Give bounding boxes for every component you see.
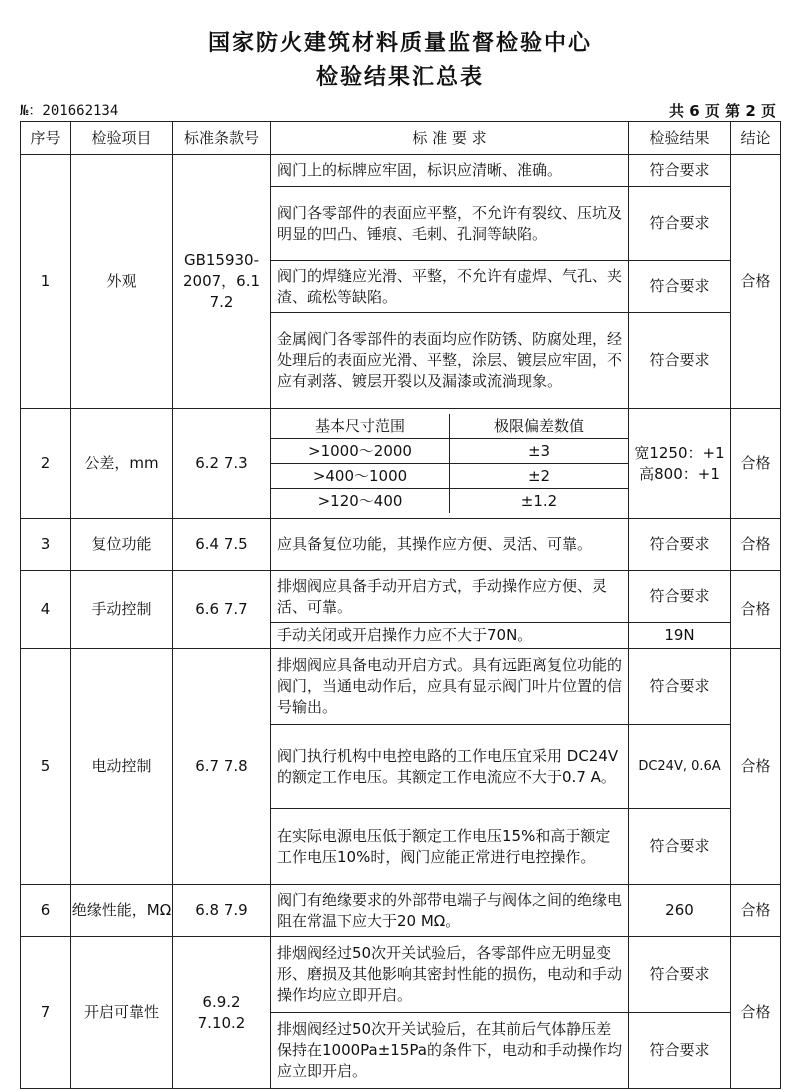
result-line-height: 高800：+1 [639,464,720,483]
col-header-no: 序号 [21,122,71,155]
table-row [21,571,781,623]
results-table [20,121,781,1089]
item-no: 2 [21,409,71,519]
result: 符合要求 [629,1013,731,1089]
item-name: 外观 [71,155,173,409]
requirement: 应具备复位功能，其操作应方便、灵活、可靠。 [271,519,629,571]
table-row [21,937,781,1013]
result: 符合要求 [629,261,731,313]
item-clause: 6.2 7.3 [173,409,271,519]
requirement: 排烟阀应具备电动开启方式。具有远距离复位功能的阀门，当通电动作后，应具有显示阀门叶片位置的信号输出。 [271,649,629,725]
item-clause: 6.8 7.9 [173,885,271,937]
requirement: 阀门上的标牌应牢固，标识应清晰、准确。 [271,155,629,187]
table-title: 检验结果汇总表 [315,65,484,90]
item-name: 电动控制 [71,649,173,885]
item-name: 绝缘性能，MΩ [71,885,173,937]
table-row [21,885,781,937]
result: 符合要求 [629,313,731,409]
conclusion: 合格 [731,937,781,1089]
requirement: 在实际电源电压低于额定工作电压15%和高于额定工作电压10%时，阀门应能正常进行电控操作。 [271,809,629,885]
result: DC24V, 0.6A [629,725,731,809]
requirement: 阀门有绝缘要求的外部带电端子与阀体之间的绝缘电阻在常温下应大于20 MΩ。 [271,885,629,937]
item-name: 手动控制 [71,571,173,649]
tolerance-cell [271,409,629,519]
col-header-conclusion: 结论 [731,122,781,155]
result-line-width: 宽1250：+1 [634,443,725,462]
page-info: 共 6 页 第 2 页 [669,102,776,120]
item-clause: GB15930-2007，6.1 7.2 [173,155,271,409]
requirement: 阀门的焊缝应光滑、平整，不允许有虚焊、气孔、夹渣、疏松等缺陷。 [271,261,629,313]
result: 符合要求 [629,187,731,261]
tolerance-value: ±2 [450,464,629,489]
item-name: 复位功能 [71,519,173,571]
item-name: 公差，mm [71,409,173,519]
item-no: 1 [21,155,71,409]
item-clause: 6.7 7.8 [173,649,271,885]
result: 符合要求 [629,519,731,571]
col-header-result: 检验结果 [629,122,731,155]
item-clause: 6.4 7.5 [173,519,271,571]
col-header-clause: 标准条款号 [173,122,271,155]
tolerance-range: >1000～2000 [271,439,450,464]
result: 260 [629,885,731,937]
report-number: №：201662134 [20,103,119,119]
result: 19N [629,623,731,649]
tolerance-value: ±3 [450,439,629,464]
requirement: 排烟阀经过50次开关试验后，各零部件应无明显变形、磨损及其他影响其密封性能的损伤，电动和手动操作均应立即开启。 [271,937,629,1013]
tolerance-range: >120～400 [271,489,450,514]
requirement: 排烟阀应具备手动开启方式，手动操作应方便、灵活、可靠。 [271,571,629,623]
item-no: 3 [21,519,71,571]
col-header-requirement: 标 准 要 求 [271,122,629,155]
item-no: 4 [21,571,71,649]
result: 符合要求 [629,155,731,187]
col-header-item: 检验项目 [71,122,173,155]
conclusion: 合格 [731,519,781,571]
result: 符合要求 [629,809,731,885]
tolerance-header-range: 基本尺寸范围 [271,414,450,439]
result: 符合要求 [629,937,731,1013]
requirement: 手动关闭或开启操作力应不大于70N。 [271,623,629,649]
result [629,409,731,519]
conclusion: 合格 [731,155,781,409]
item-no: 6 [21,885,71,937]
requirement: 阀门各零部件的表面应平整，不允许有裂纹、压坑及明显的凹凸、锤痕、毛刺、孔洞等缺陷。 [271,187,629,261]
item-clause: 6.6 7.7 [173,571,271,649]
result: 符合要求 [629,571,731,623]
conclusion: 合格 [731,885,781,937]
item-clause: 6.9.2 7.10.2 [173,937,271,1089]
requirement: 金属阀门各零部件的表面均应作防锈、防腐处理，经处理后的表面应光滑、平整，涂层、镀层应牢固，不应有剥落、镀层开裂以及漏漆或流淌现象。 [271,313,629,409]
table-row [21,519,781,571]
org-title: 国家防火建筑材料质量监督检验中心 [207,31,592,56]
tolerance-range: >400～1000 [271,464,450,489]
item-no: 7 [21,937,71,1089]
result: 符合要求 [629,649,731,725]
table-row [21,649,781,725]
table-row [21,155,781,187]
requirement: 排烟阀经过50次开关试验后，在其前后气体静压差保持在1000Pa±15Pa的条件下，电动和手动操作均应立即开启。 [271,1013,629,1089]
tolerance-header-deviation: 极限偏差数值 [450,414,629,439]
item-no: 5 [21,649,71,885]
item-name: 开启可靠性 [71,937,173,1089]
header-row [21,122,781,155]
tolerance-table [271,414,628,513]
conclusion: 合格 [731,649,781,885]
requirement: 阀门执行机构中电控电路的工作电压宜采用 DC24V 的额定工作电压。其额定工作电流应不大于0.7 A。 [271,725,629,809]
tolerance-value: ±1.2 [520,491,558,510]
conclusion: 合格 [731,409,781,519]
table-row [21,409,781,519]
conclusion: 合格 [731,571,781,649]
